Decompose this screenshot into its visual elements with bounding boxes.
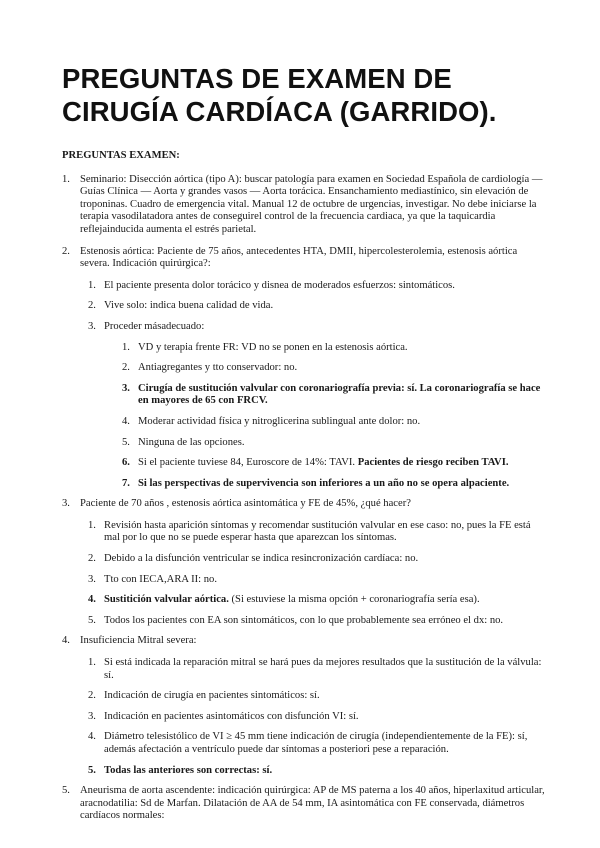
item-number: 4. (88, 731, 96, 743)
item-text: Si está indicada la reparación mitral se hará pues da mejores resultados que la sustitución de la válvula: sí. (104, 657, 542, 681)
option-number: 6. (122, 457, 130, 469)
list-item (88, 553, 546, 566)
item-text: Proceder másadecuado: (104, 320, 205, 332)
item-text: Indicación de cirugía en pacientes sintomáticos: sí. (104, 690, 320, 702)
item-text: Todos los pacientes con EA son sintomáticos, con lo que probablemente sea erróneo el dx: no. (104, 614, 504, 626)
item-text: Diámetro telesistólico de VI ≥ 45 mm tiene indicación de cirugía (independientemente de la FE): sí, además afectación a ventrículo puede dar síntomas a posteriori pese a reparación. (104, 731, 528, 755)
question-text: Insuficiencia Mitral severa: (80, 635, 197, 647)
list-item (88, 711, 546, 724)
question-number: 5. (62, 785, 70, 797)
item-number: 1. (88, 519, 96, 531)
option-emphasis: Pacientes de riesgo reciben TAVI. (357, 457, 509, 469)
item-number: 5. (88, 764, 96, 776)
list-item (88, 615, 546, 628)
option-text: Cirugía de sustitución valvular con coronariografía previa: sí. La coronariografía se hace en mayores de 65 con FRCV. (138, 382, 541, 407)
option-item (122, 437, 546, 450)
question-1 (62, 174, 546, 237)
item-text: Revisión hasta aparición síntomas y recomendar sustitución valvular en ese caso: no, pues la FE está mal por lo que no se puede esperar hasta que aparezcan los síntomas. (104, 519, 531, 544)
question-number: 4. (62, 635, 70, 647)
item-note: (Si estuviese la misma opción + coronariografía sería esa). (231, 594, 480, 606)
item-text: Tto con IECA,ARA II: no. (104, 573, 217, 585)
question-number: 1. (62, 173, 70, 185)
item-number: 1. (88, 279, 96, 291)
question-5 (62, 785, 546, 823)
question-text: Estenosis aórtica: Paciente de 75 años, antecedentes HTA, DMII, hipercolesterolemia, estenosis aórtica severa. Indicación quirúrgica?: (80, 245, 518, 270)
item-text: El paciente presenta dolor torácico y disnea de moderados esfuerzos: sintomáticos. (104, 279, 455, 291)
item-number: 4. (88, 594, 96, 606)
list-item (88, 731, 546, 756)
title-line-1: PREGUNTAS DE EXAMEN DE (62, 63, 452, 94)
option-item (122, 457, 546, 470)
item-text: Debido a la disfunción ventricular se indica resincronización cardíaca: no. (104, 553, 419, 565)
item-number: 2. (88, 690, 96, 702)
section-heading: PREGUNTAS EXAMEN: (62, 150, 180, 161)
item-text: Vive solo: indica buena calidad de vida. (104, 300, 274, 312)
option-item-correct (122, 478, 546, 491)
option-text: Si el paciente tuviese 84, Euroscore de 14%: TAVI. (138, 457, 356, 469)
option-number: 3. (122, 382, 130, 394)
item-text: Indicación en pacientes asintomáticos con disfunción VI: sí. (104, 710, 359, 722)
question-3 (62, 498, 546, 511)
item-number: 3. (88, 320, 96, 332)
item-number: 2. (88, 300, 96, 312)
item-number: 5. (88, 614, 96, 626)
item-number: 3. (88, 710, 96, 722)
question-text: Paciente de 70 años , estenosis aórtica asintomática y FE de 45%, ¿qué hacer? (80, 498, 411, 510)
item-number: 2. (88, 553, 96, 565)
option-item-correct (122, 383, 546, 408)
document-title (62, 62, 562, 128)
list-item (88, 300, 546, 313)
option-text: VD y terapia frente FR: VD no se ponen en la estenosis aórtica. (138, 341, 408, 353)
option-item (122, 342, 546, 355)
option-text: Si las perspectivas de supervivencia son inferiores a un año no se opera alpaciente. (138, 477, 510, 489)
list-item (88, 690, 546, 703)
option-item (122, 362, 546, 375)
list-item (88, 280, 546, 293)
option-number: 2. (122, 362, 130, 374)
list-item (88, 657, 546, 682)
item-number: 3. (88, 573, 96, 585)
question-text: Seminario: Disección aórtica (tipo A): buscar patología para examen en Sociedad Española de cardiología — Guías Clínica — Aorta y grandes vasos — Aorta torácica. Ensanchamiento mediastínico, sin elevación de troponinas. Cuadro de emergencia vital. Manual 12 de octubre de urgencias, investigar. No debe iniciarse la terapia vasodilatadora antes de conseguirel control de la frecuencia cardiaca, ya que la taquicardia reflejainducida aumenta el estrés parietal. (80, 173, 543, 235)
question-number: 2. (62, 245, 70, 257)
question-text: Aneurisma de aorta ascendente: indicación quirúrgica: AP de MS paterna a los 40 años, hiperlaxitud articular, aracnodatilia: Sd de Marfan. Dilatación de AA de 54 mm, IA asintomática con FE conservada, diámetros cardíacos normales: (80, 785, 545, 822)
item-number: 1. (88, 657, 96, 669)
option-text: Moderar actividad física y nitroglicerina sublingual ante dolor: no. (138, 415, 421, 427)
list-item (88, 321, 546, 334)
list-item-correct (88, 765, 546, 778)
option-item (122, 416, 546, 429)
option-text: Antiagregantes y tto conservador: no. (138, 362, 298, 374)
option-number: 1. (122, 341, 130, 353)
item-text: Sustitición valvular aórtica. (104, 594, 229, 606)
title-line-2: CIRUGÍA CARDÍACA (GARRIDO). (62, 96, 497, 127)
option-number: 4. (122, 415, 130, 427)
question-2 (62, 246, 546, 271)
list-item (88, 520, 546, 545)
question-number: 3. (62, 498, 70, 510)
option-number: 5. (122, 436, 130, 448)
question-4 (62, 635, 546, 648)
list-item (88, 574, 546, 587)
option-text: Ninguna de las opciones. (138, 436, 245, 448)
document-body (62, 150, 546, 832)
item-text: Todas las anteriores son correctas: sí. (104, 764, 273, 776)
option-number: 7. (122, 477, 130, 489)
list-item-correct (88, 594, 546, 607)
